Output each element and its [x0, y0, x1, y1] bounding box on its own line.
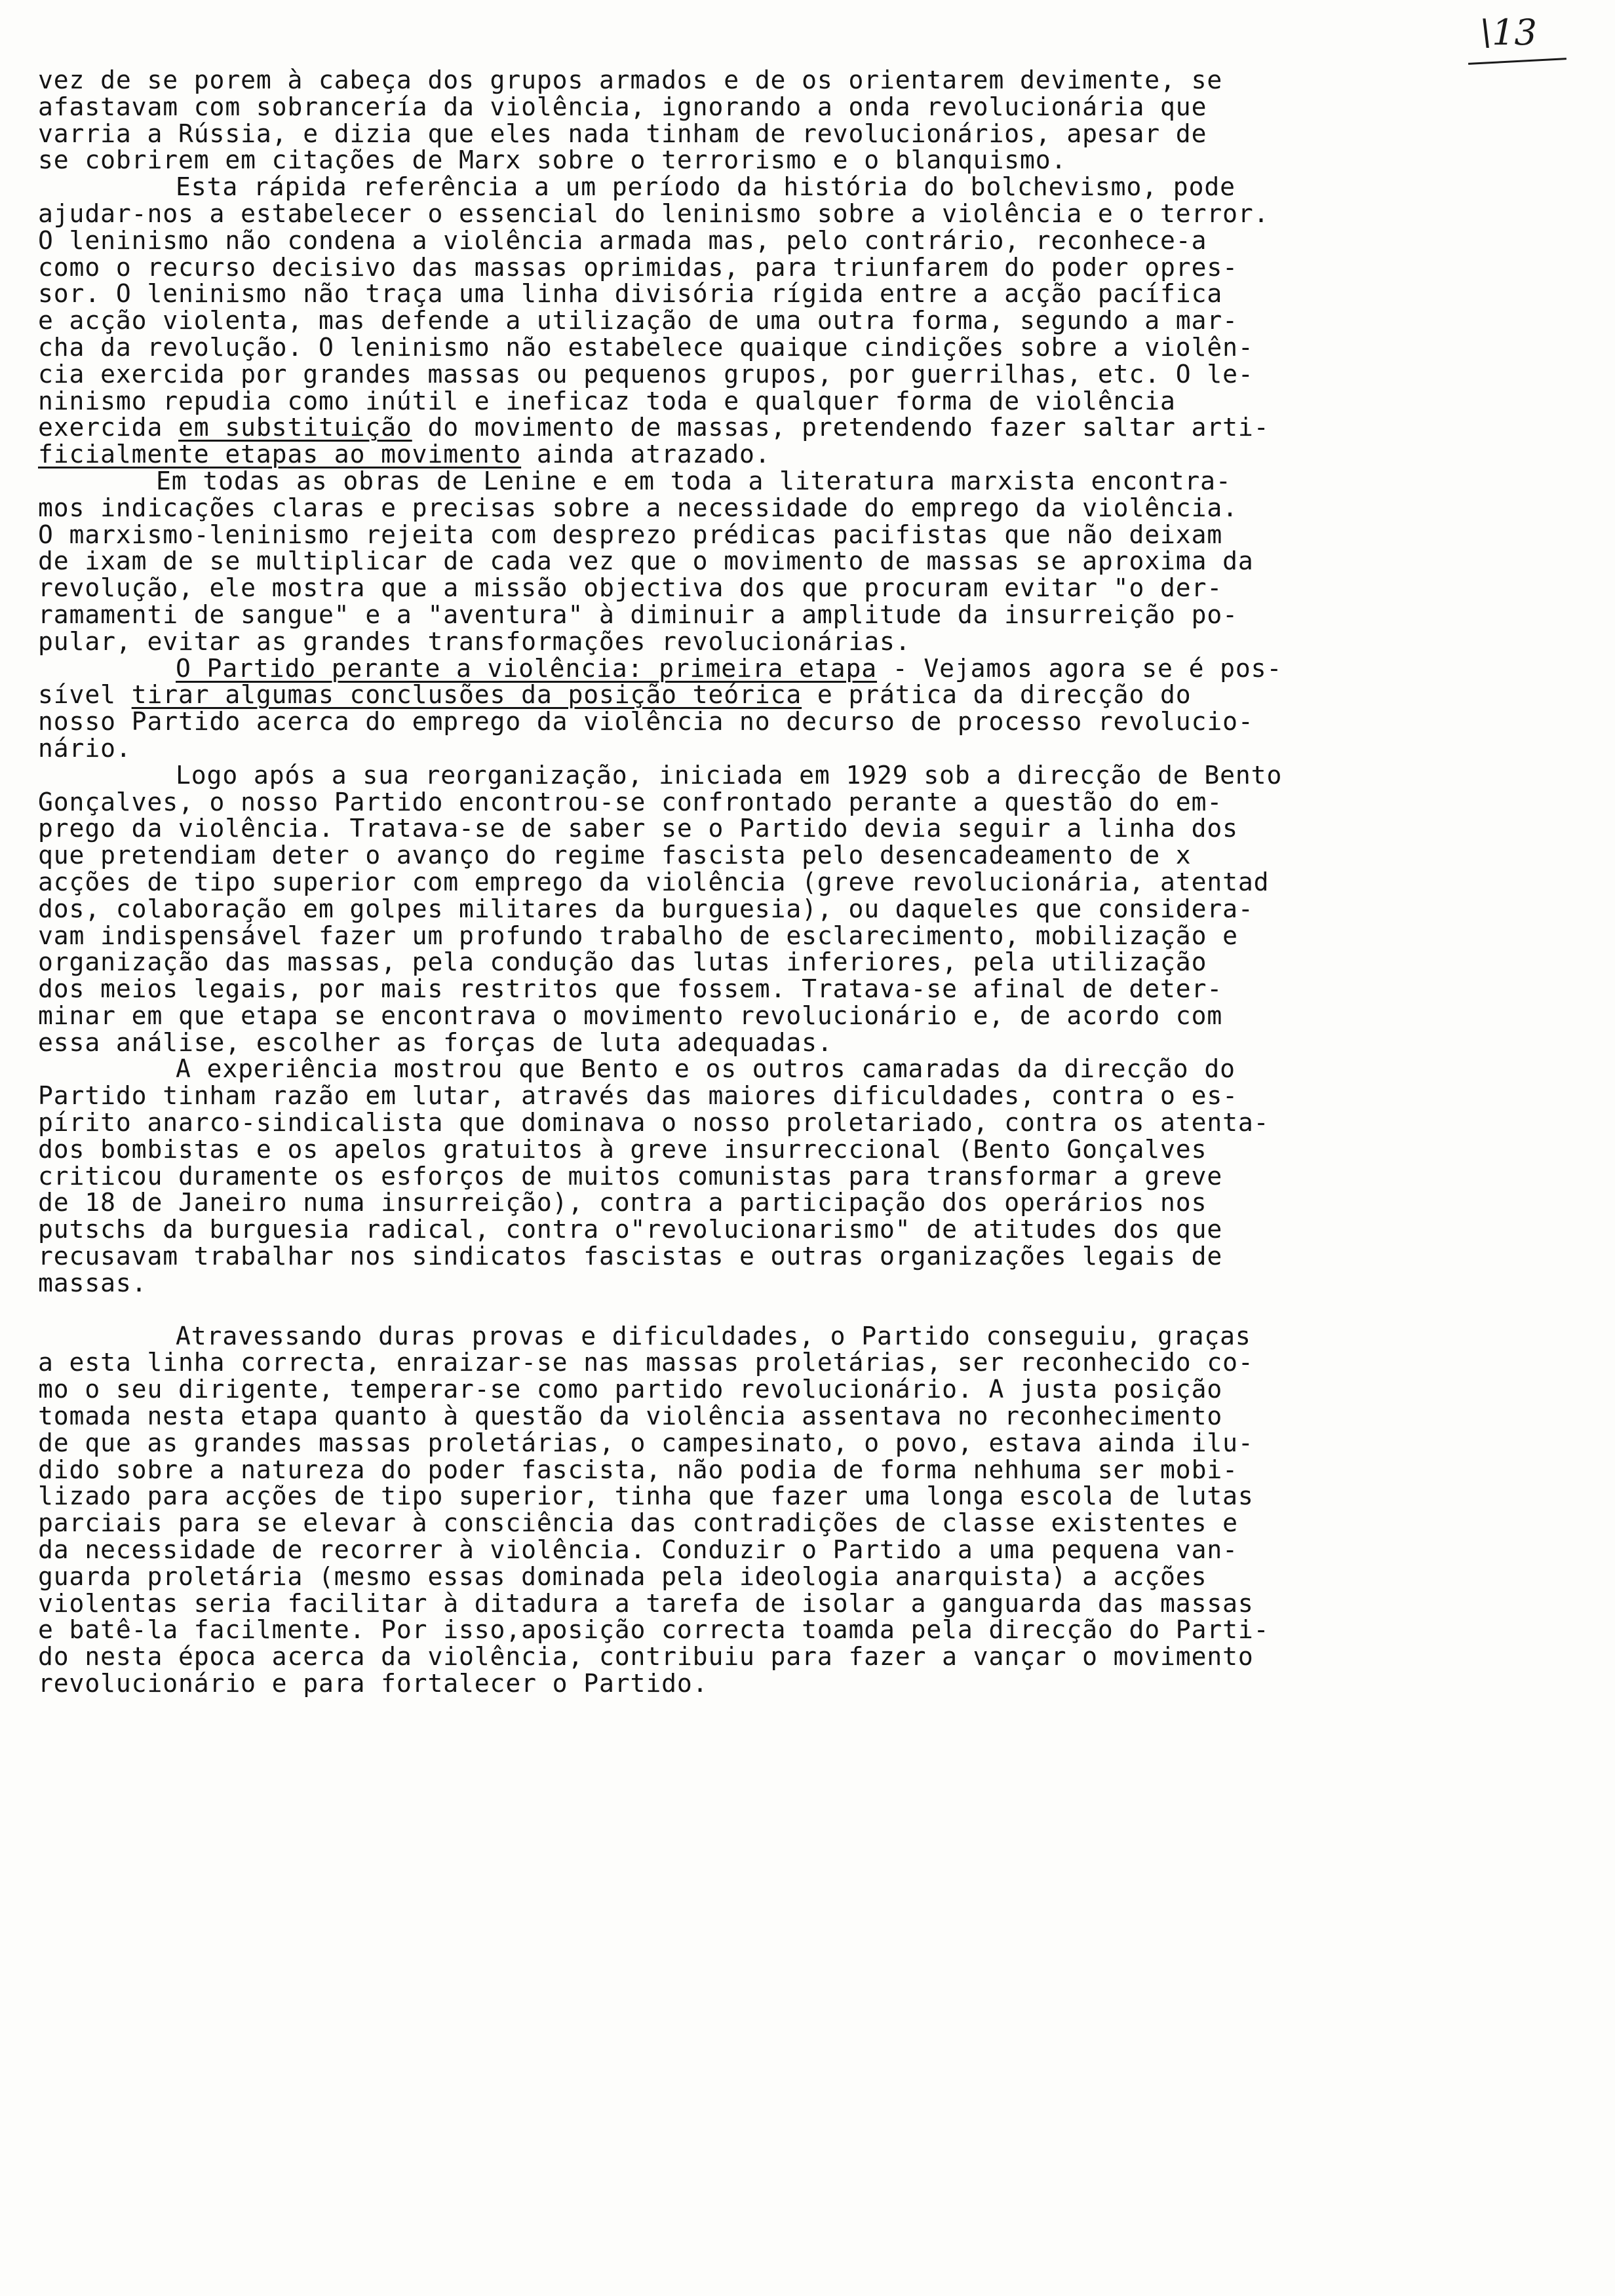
text-line: revolução, ele mostra que a missão objectiva dos que procuram evitar "o der-: [38, 573, 1223, 603]
text-line: recusavam trabalhar nos sindicatos fascistas e outras organizações legais de: [38, 1242, 1223, 1271]
text-line: se cobrirem em citações de Marx sobre o terrorismo e o blanquismo.: [38, 145, 1067, 175]
text-line: O leninismo não condena a violência armada mas, pelo contrário, reconhece-a: [38, 225, 1207, 255]
text-line: ramamenti de sangue" e a "aventura" à diminuir a amplitude da insurreição po-: [38, 600, 1238, 629]
page-number-underline: [1468, 58, 1566, 65]
text-line: dos meios legais, por mais restritos que fossem. Tratava-se afinal de deter-: [38, 974, 1223, 1004]
text-line: essa análise, escolher as forças de luta adequadas.: [38, 1027, 833, 1057]
text-line: violentas seria facilitar à ditadura a tarefa de isolar a ganguarda das massas: [38, 1588, 1254, 1618]
text-line: afastavam com sobrancería da violência, ignorando a onda revolucionária que: [38, 92, 1207, 121]
text-line: dos, colaboração em golpes militares da burguesia), ou daqueles que considera-: [38, 894, 1254, 923]
text-line: ajudar-nos a estabelecer o essencial do leninismo sobre a violência e o terror.: [38, 199, 1270, 228]
text-line: massas.: [38, 1268, 147, 1297]
paragraph-start-line: A experiência mostrou que Bento e os outros camaradas da direcção do: [176, 1054, 1236, 1084]
text-line: a esta linha correcta, enraizar-se nas massas proletárias, ser reconhecido co-: [38, 1348, 1254, 1377]
text-fragment: e prática da direcção do: [802, 680, 1192, 710]
text-line: acções de tipo superior com emprego da violência (greve revolucionária, atentad: [38, 867, 1270, 896]
text-line: nário.: [38, 733, 132, 763]
text-line: pírito anarco-sindicalista que dominava o nosso proletariado, contra os atenta-: [38, 1108, 1270, 1138]
text-line: como o recurso decisivo das massas oprimidas, para triunfarem do poder opres-: [38, 252, 1238, 282]
text-line: da necessidade de recorrer à violência. Conduzir o Partido a uma pequena van-: [38, 1535, 1238, 1565]
text-line: pular, evitar as grandes transformações revolucionárias.: [38, 626, 911, 656]
text-line: ninismo repudia como inútil e ineficaz toda e qualquer forma de violência: [38, 386, 1176, 415]
text-line: do nesta época acerca da violência, contribuiu para fazer a vançar o movimento: [38, 1642, 1254, 1672]
underlined-phrase: tirar algumas conclusões da posição teórica: [131, 680, 802, 710]
text-line: guarda proletária (mesmo essas dominada pela ideologia anarquista) a acções: [38, 1561, 1207, 1591]
page-number: [1462, 9, 1580, 68]
text-line: cia exercida por grandes massas ou pequenos grupos, por guerrilhas, etc. O le-: [38, 359, 1254, 389]
text-line: sor. O leninismo não traça uma linha divisória rígida entre a acção pacífica: [38, 279, 1223, 309]
section-heading: O Partido perante a violência: primeira etapa: [176, 653, 878, 683]
text-line: de que as grandes massas proletárias, o campesinato, o povo, estava ainda ilu-: [38, 1428, 1254, 1457]
text-line: [38, 414, 1572, 441]
text-line: criticou duramente os esforços de muitos comunistas para transformar a greve: [38, 1161, 1223, 1191]
text-line: de 18 de Janeiro numa insurreição), contra a participação dos operários nos: [38, 1188, 1207, 1217]
text-line: e acção violenta, mas defende a utilização de uma outra forma, segundo a mar-: [38, 306, 1238, 335]
section-heading-line: [38, 655, 1572, 682]
underlined-phrase: etapas ao movimento: [209, 440, 522, 469]
text-line: vez de se porem à cabeça dos grupos armados e de os orientarem devimente, se: [38, 66, 1223, 94]
text-line: vam indispensável fazer um profundo trabalho de esclarecimento, mobilização e: [38, 921, 1238, 950]
text-line: O marxismo-leninismo rejeita com desprezo prédicas pacifistas que não deixam: [38, 520, 1223, 549]
text-line: dido sobre a natureza do poder fascista, não podia de forma nehhuma ser mobi-: [38, 1455, 1238, 1484]
paragraph-start-line: Em todas as obras de Lenine e em toda a literatura marxista encontra-: [156, 466, 1232, 495]
text-line: tomada nesta etapa quanto à questão da violência assentava no reconhecimento: [38, 1402, 1223, 1431]
paragraph-start-line: Esta rápida referência a um período da história do bolchevismo, pode: [176, 172, 1236, 202]
text-line: mos indicações claras e precisas sobre a necessidade do emprego da violência.: [38, 493, 1238, 522]
text-line: organização das massas, pela condução das lutas inferiores, pela utilização: [38, 947, 1207, 977]
underlined-phrase: ficialmente: [38, 440, 210, 469]
text-line: e batê-la facilmente. Por isso,aposição correcta toamda pela direcção do Parti-: [38, 1615, 1270, 1645]
text-line: prego da violência. Tratava-se de saber se o Partido devia seguir a linha dos: [38, 814, 1238, 843]
paragraph-gap: [38, 1297, 1572, 1323]
text-line: [38, 681, 1572, 708]
text-line: de ixam de se multiplicar de cada vez que o movimento de massas se aproxima da: [38, 546, 1254, 576]
paragraph-start-line: Atravessando duras provas e dificuldades, o Partido conseguiu, graças: [176, 1321, 1251, 1350]
text-fragment: ainda atrazado.: [521, 440, 771, 469]
text-line: [38, 441, 1572, 468]
text-fragment: - Vejamos agora se é pos-: [877, 653, 1283, 683]
paragraph-start-line: Logo após a sua reorganização, iniciada em 1929 sob a direcção de Bento: [176, 760, 1283, 790]
page-number-text: \13: [1480, 12, 1537, 53]
text-line: varria a Rússia, e dizia que eles nada tinham de revolucionários, apesar de: [38, 119, 1207, 148]
text-fragment: exercida: [38, 413, 179, 442]
typewritten-body: [38, 67, 1572, 1697]
text-fragment: sível: [38, 680, 132, 710]
text-line: parciais para se elevar à consciência das contradições de classe existentes e: [38, 1508, 1238, 1538]
text-line: putschs da burguesia radical, contra o"revolucionarismo" de atitudes dos que: [38, 1215, 1223, 1244]
text-line: dos bombistas e os apelos gratuitos à greve insurreccional (Bento Gonçalves: [38, 1134, 1207, 1164]
text-line: mo o seu dirigente, temperar-se como partido revolucionário. A justa posição: [38, 1375, 1223, 1404]
text-line: minar em que etapa se encontrava o movimento revolucionário e, de acordo com: [38, 1001, 1223, 1030]
underlined-phrase: em substituição: [178, 413, 412, 442]
text-fragment: do movimento de massas, pretendendo fazer saltar arti-: [412, 413, 1270, 442]
text-line: lizado para acções de tipo superior, tinha que fazer uma longa escola de lutas: [38, 1482, 1254, 1511]
text-line: cha da revolução. O leninismo não estabelece quaique cindições sobre a violên-: [38, 332, 1254, 362]
text-line: revolucionário e para fortalecer o Partido.: [38, 1669, 709, 1698]
text-line: que pretendiam deter o avanço do regime fascista pelo desencadeamento de x: [38, 841, 1192, 870]
text-line: Gonçalves, o nosso Partido encontrou-se confrontado perante a questão do em-: [38, 787, 1223, 816]
text-line: Partido tinham razão em lutar, através das maiores dificuldades, contra o es-: [38, 1081, 1238, 1111]
text-line: nosso Partido acerca do emprego da violência no decurso de processo revolucio-: [38, 707, 1254, 737]
